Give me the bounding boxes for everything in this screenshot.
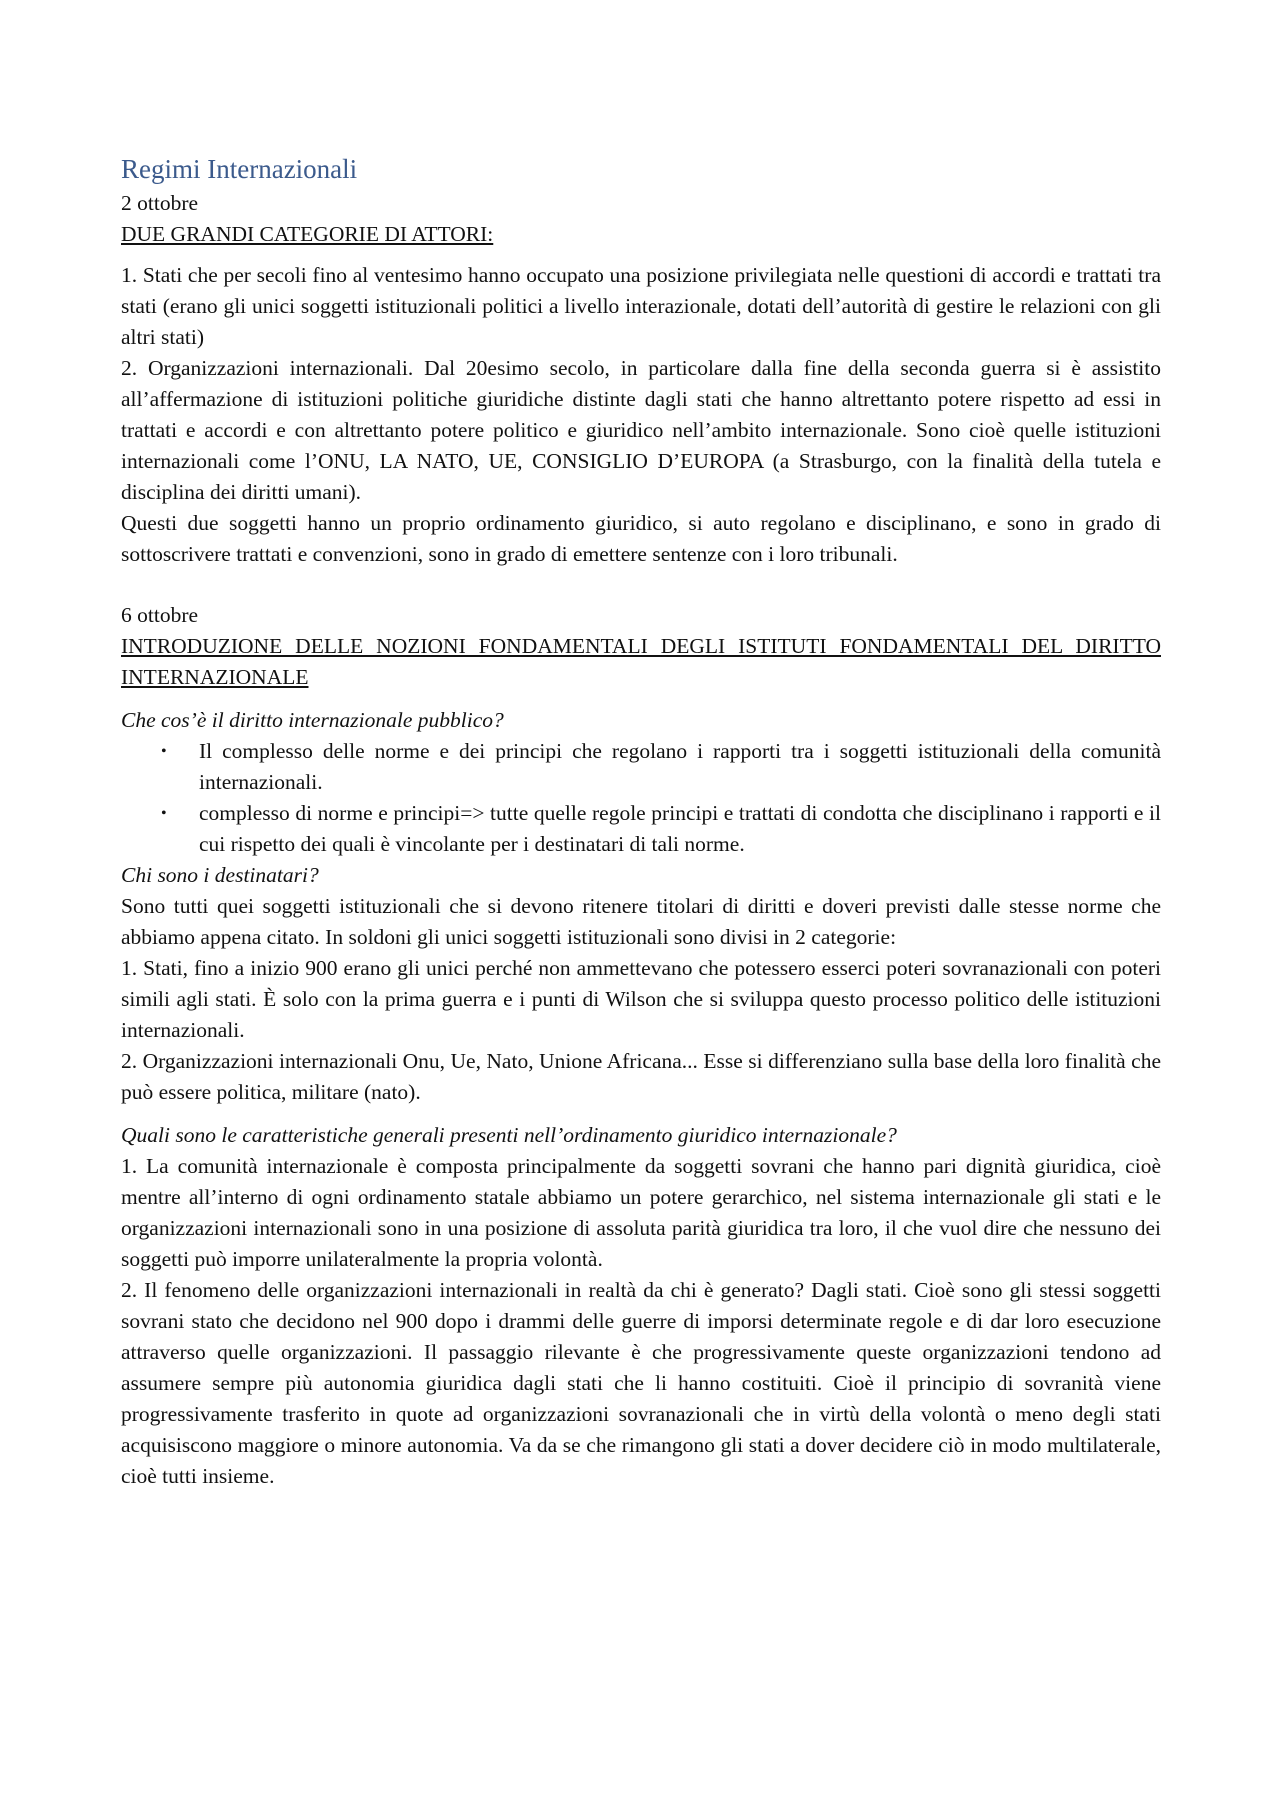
question: Che cos’è il diritto internazionale pubblico? — [121, 708, 504, 732]
question: Chi sono i destinatari? — [121, 863, 319, 887]
paragraph: 2. Organizzazioni internazionali. Dal 20esimo secolo, in particolare dalla fine della seconda guerra si è assistito all’affermazione di istituzioni politiche giuridiche distinte dagli stati che hanno altrettanto potere rispetto ad essi in trattati e accordi e con altrettanto potere politico e giuridico nell’ambito internazionale. Sono cioè quelle istituzioni internazionali come l’ONU, LA NATO, UE, CONSIGLIO D’EUROPA (a Strasburgo, con la finalità della tutela e disciplina dei diritti umani). — [121, 356, 1161, 504]
section-date: 2 ottobre — [121, 191, 199, 215]
section-heading-text: DUE GRANDI CATEGORIE DI ATTORI: — [121, 222, 494, 246]
list-item-text: complesso di norme e principi=> tutte quelle regole principi e trattati di condotta che disciplinano i rapporti e il cui rispetto dei quali è vincolante per i destinatari di tali norme. — [199, 801, 1161, 856]
paragraph: 1. Stati, fino a inizio 900 erano gli unici perché non ammettevano che potessero esserci poteri sovranazionali con poteri simili agli stati. È solo con la prima guerra e i punti di Wilson che si sviluppa questo processo politico delle istituzioni internazionali. — [121, 956, 1161, 1042]
document-page — [121, 150, 1161, 1492]
paragraph: 2. Il fenomeno delle organizzazioni internazionali in realtà da chi è generato? Dagli stati. Cioè sono gli stessi soggetti sovrani stato che decidono nel 900 dopo i drammi delle guerre di imporsi determinate regole e di dar loro esecuzione attraverso quelle organizzazioni. Il passaggio rilevante è che progressivamente queste organizzazioni tendono ad assumere sempre più autonomia giuridica dagli stati che li hanno costituiti. Cioè il principio di sovranità viene progressivamente trasferito in quote ad organizzazioni sovranazionali che in virtù della volontà o meno degli stati acquisiscono maggiore o minore autonomia. Va da se che rimangono gli stati a dover decidere ciò in modo multilaterale, cioè tutti insieme. — [121, 1278, 1161, 1488]
paragraph: 1. Stati che per secoli fino al ventesimo hanno occupato una posizione privilegiata nelle questioni di accordi e trattati tra stati (erano gli unici soggetti istituzionali politici a livello interazionale, dotati dell’autorità di gestire le relazioni con gli altri stati) — [121, 263, 1161, 349]
bullet-list — [121, 736, 1161, 860]
section-heading — [121, 219, 1161, 250]
paragraph: 2. Organizzazioni internazionali Onu, Ue, Nato, Unione Africana... Esse si differenziano sulla base della loro finalità che può essere politica, militare (nato). — [121, 1049, 1161, 1104]
list-item-text: Il complesso delle norme e dei principi che regolano i rapporti tra i soggetti istituzionali della comunità internazionali. — [199, 739, 1161, 794]
bullet-icon: • — [161, 743, 167, 760]
paragraph: 1. La comunità internazionale è composta principalmente da soggetti sovrani che hanno pari dignità giuridica, cioè mentre all’interno di ogni ordinamento statale abbiamo un potere gerarchico, nel sistema internazionale gli stati e le organizzazioni internazionali sono in una posizione di assoluta parità giuridica tra loro, il che vuol dire che nessuno dei soggetti può imporre unilateralmente la propria volontà. — [121, 1154, 1161, 1271]
paragraph: Questi due soggetti hanno un proprio ordinamento giuridico, si auto regolano e disciplinano, e sono in grado di sottoscrivere trattati e convenzioni, sono in grado di emettere sentenze con i loro tribunali. — [121, 511, 1161, 566]
question: Quali sono le caratteristiche generali presenti nell’ordinamento giuridico internazionale? — [121, 1123, 897, 1147]
document-title: Regimi Internazionali — [121, 154, 358, 184]
section-date: 6 ottobre — [121, 603, 199, 627]
list-item — [121, 736, 1161, 798]
paragraph: Sono tutti quei soggetti istituzionali che si devono ritenere titolari di diritti e doveri previsti dalle stesse norme che abbiamo appena citato. In soldoni gli unici soggetti istituzionali sono divisi in 2 categorie: — [121, 894, 1161, 949]
bullet-icon: • — [161, 805, 167, 822]
list-item — [121, 798, 1161, 860]
section-heading: INTRODUZIONE DELLE NOZIONI FONDAMENTALI DEGLI ISTITUTI FONDAMENTALI DEL DIRITTO INTERNAZIONALE — [121, 634, 1161, 689]
